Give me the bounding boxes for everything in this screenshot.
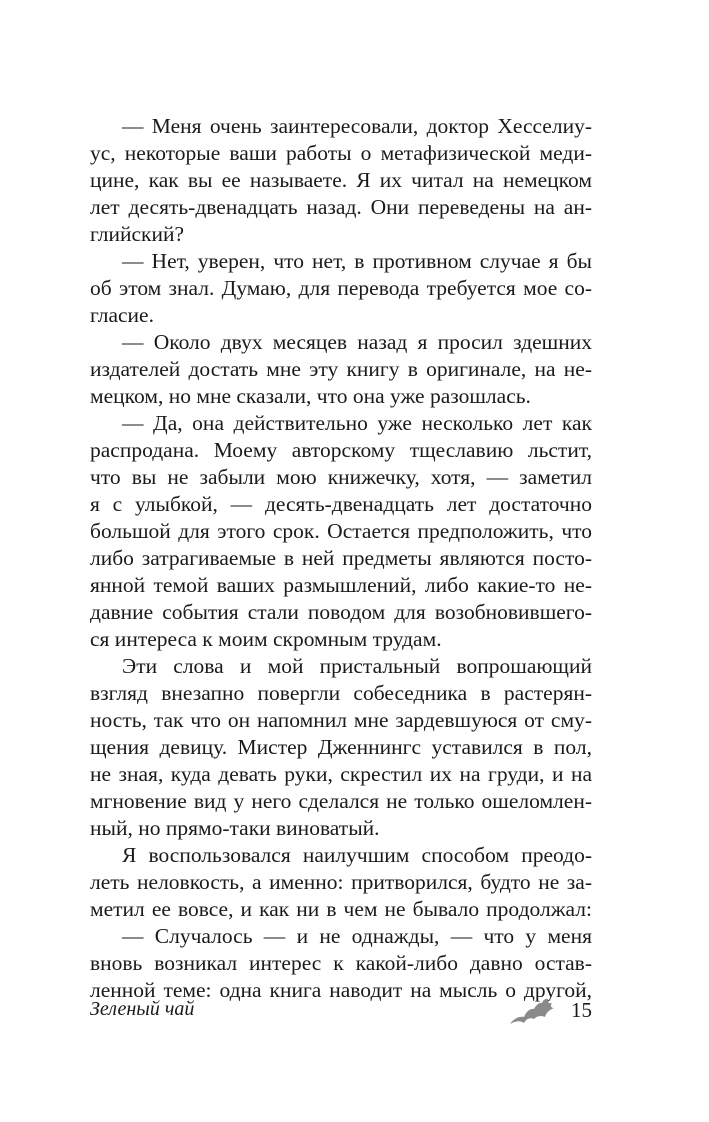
text-line: — Случалось — и не однажды, — что у меня [122, 924, 592, 948]
text-line: взгляд внезапно повергли собеседника в растерян- [90, 681, 592, 705]
text-line: либо затрагиваемые в ней предметы являются посто- [90, 546, 592, 570]
text-line: большой для этого срок. Остается предположить, что [90, 519, 592, 543]
text-line: леть неловкость, а именно: притворился, будто не за- [90, 870, 592, 894]
text-line: не зная, куда девать руки, скрестил их на груди, и на [90, 762, 592, 786]
text-line: янной темой ваших размышлений, либо какие-то не- [90, 573, 592, 597]
text-line: цине, как вы ее называете. Я их читал на немецком [90, 168, 592, 192]
page-footer [90, 996, 592, 1028]
text-line: об этом знал. Думаю, для перевода требуется мое со- [90, 276, 592, 300]
text-line: гласие. [90, 303, 154, 327]
text-line: что вы не забыли мою книжечку, хотя, — заметил [90, 465, 592, 489]
text-line: ся интереса к моим скромным трудам. [90, 627, 442, 651]
page-number: 15 [571, 998, 592, 1022]
text-line: Я воспользовался наилучшим способом преодо- [122, 843, 592, 867]
text-line: я с улыбкой, — десять-двенадцать лет достаточно [90, 492, 592, 516]
running-title: Зеленый чай [90, 998, 195, 1020]
text-line: — Меня очень заинтересовали, доктор Хесселиу- [122, 114, 592, 138]
text-line: щения девицу. Мистер Дженнингс уставился в пол, [90, 735, 592, 759]
text-line: ный, но прямо-таки виноватый. [90, 816, 380, 840]
text-line: вновь возникал интерес к какой-либо давно остав- [90, 951, 592, 975]
text-line: ус, некоторые ваши работы о метафизической меди- [90, 141, 592, 165]
text-line: давние события стали поводом для возобновившего- [90, 600, 592, 624]
text-line: мецком, но мне сказали, что она уже разошлась. [90, 384, 531, 408]
book-page-text [90, 113, 592, 1004]
text-line: мгновение вид у него сделался не только ошеломлен- [90, 789, 592, 813]
text-line: ность, так что он напомнил мне зардевшуюся от сму- [90, 708, 592, 732]
text-line: лет десять-двенадцать назад. Они переведены на ан- [90, 195, 592, 219]
text-line: ленной теме: одна книга наводит на мысль о другой, [90, 978, 592, 1002]
text-line: издателей достать мне эту книгу в оригинале, на не- [90, 357, 592, 381]
text-line: — Около двух месяцев назад я просил здешних [122, 330, 592, 354]
text-line: распродана. Моему авторскому тщеславию льстит, [90, 438, 592, 462]
bat-icon [508, 996, 556, 1028]
text-line: Эти слова и мой пристальный вопрошающий [122, 654, 592, 678]
text-line: глийский? [90, 222, 185, 246]
text-line: метил ее вовсе, и как ни в чем не бывало продолжал: [90, 897, 592, 921]
text-line: — Да, она действительно уже несколько лет как [122, 411, 592, 435]
text-line: — Нет, уверен, что нет, в противном случае я бы [122, 249, 592, 273]
